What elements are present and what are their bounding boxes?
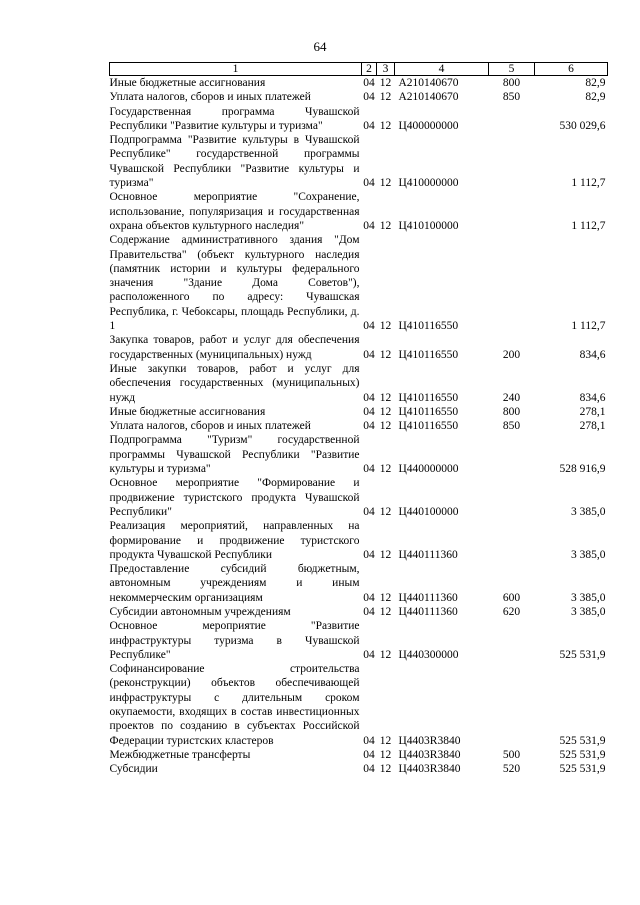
table-row <box>110 233 608 333</box>
row-amount: 525 531,9 <box>559 734 606 747</box>
table-row <box>110 519 608 562</box>
table-row <box>110 476 608 519</box>
row-target-article: Ц410116550 <box>398 348 459 361</box>
row-amount: 834,6 <box>579 391 606 404</box>
row-subsection: 12 <box>379 405 392 418</box>
row-expense-type: 850 <box>502 91 521 104</box>
col-header-amount: 6 <box>535 63 608 76</box>
row-name: Иные закупки товаров, работ и услуг для обеспечения государственных (муниципальных) нужд <box>109 362 360 404</box>
table-row <box>110 133 608 190</box>
table-row <box>110 76 608 91</box>
row-amount: 278,1 <box>579 420 606 433</box>
row-section: 04 <box>363 505 375 518</box>
row-name: Уплата налогов, сборов и иных платежей <box>109 91 311 104</box>
row-subsection: 12 <box>379 734 392 747</box>
row-target-article: Ц410116550 <box>398 420 459 433</box>
row-amount: 278,1 <box>579 405 606 418</box>
row-amount: 525 531,9 <box>559 648 606 661</box>
table-row <box>110 190 608 233</box>
row-name: Подпрограмма "Туризм" государственной программы Чувашской Республики "Развитие культуры и туризма" <box>109 434 360 476</box>
row-subsection: 12 <box>379 119 392 132</box>
row-amount: 530 029,6 <box>559 119 606 132</box>
row-section: 04 <box>363 391 375 404</box>
table-row <box>110 605 608 619</box>
row-subsection: 12 <box>379 348 392 361</box>
row-amount: 3 385,0 <box>571 505 606 518</box>
row-target-article: Ц400000000 <box>398 119 459 132</box>
row-section: 04 <box>363 119 375 132</box>
row-section: 04 <box>363 91 375 104</box>
row-section: 04 <box>363 763 375 776</box>
row-name: Основное мероприятие "Развитие инфраструктуры туризма в Чувашской Республике" <box>109 620 360 661</box>
row-target-article: Ц440100000 <box>398 505 459 518</box>
row-name: Уплата налогов, сборов и иных платежей <box>109 420 311 433</box>
row-expense-type <box>489 476 535 519</box>
row-name: Межбюджетные трансферты <box>109 748 251 761</box>
row-section: 04 <box>363 648 375 661</box>
col-header-name: 1 <box>110 63 362 76</box>
row-target-article: Ц410116550 <box>398 391 459 404</box>
row-expense-type <box>489 105 535 134</box>
row-target-article: Ц440300000 <box>398 648 459 661</box>
table-row <box>110 562 608 605</box>
row-subsection: 12 <box>379 463 392 476</box>
row-amount: 525 531,9 <box>559 763 606 776</box>
row-target-article: Ц410000000 <box>398 177 459 190</box>
row-subsection: 12 <box>379 320 392 333</box>
row-subsection: 12 <box>379 748 392 761</box>
row-expense-type <box>489 233 535 333</box>
row-section: 04 <box>363 177 375 190</box>
row-expense-type: 800 <box>502 405 521 418</box>
row-target-article: Ц410116550 <box>398 320 459 333</box>
row-subsection: 12 <box>379 77 392 89</box>
table-row <box>110 748 608 762</box>
row-name: Содержание административного здания "Дом Правительства" (объект культурного наследия (памятник истории и культуры федерального значения "Здание Дома Советов"), расположенного по адресу: Чувашская Республика, г. Чебоксары, площадь Республики, д. 1 <box>109 234 360 333</box>
row-name: Основное мероприятие "Формирование и продвижение туристского продукта Чувашской Республики" <box>109 477 360 518</box>
row-target-article: Ц440111360 <box>398 605 458 618</box>
col-header-expense-type: 5 <box>489 63 535 76</box>
budget-table <box>109 62 608 777</box>
row-amount: 1 112,7 <box>571 320 606 333</box>
row-subsection: 12 <box>379 648 392 661</box>
row-subsection: 12 <box>379 420 392 433</box>
row-amount: 525 531,9 <box>559 748 606 761</box>
table-row <box>110 619 608 662</box>
row-expense-type <box>489 519 535 562</box>
row-amount: 3 385,0 <box>571 605 606 618</box>
row-subsection: 12 <box>379 591 392 604</box>
row-subsection: 12 <box>379 763 392 776</box>
row-subsection: 12 <box>379 219 392 232</box>
row-name: Субсидии <box>109 763 158 776</box>
row-amount: 834,6 <box>579 348 606 361</box>
row-expense-type: 600 <box>502 591 521 604</box>
table-row <box>110 90 608 104</box>
row-subsection: 12 <box>379 391 392 404</box>
row-name: Предоставление субсидий бюджетным, автономным учреждениям и иным некоммерческим организациям <box>109 563 360 604</box>
row-section: 04 <box>363 77 375 89</box>
row-amount: 528 916,9 <box>559 463 606 476</box>
row-amount: 1 112,7 <box>571 219 606 232</box>
row-amount: 82,9 <box>585 77 606 89</box>
row-amount: 3 385,0 <box>571 591 606 604</box>
row-subsection: 12 <box>379 177 392 190</box>
row-amount: 3 385,0 <box>571 548 606 561</box>
row-expense-type <box>489 619 535 662</box>
row-section: 04 <box>363 348 375 361</box>
row-expense-type <box>489 662 535 748</box>
row-target-article: А210140670 <box>398 91 459 104</box>
col-header-target-article: 4 <box>395 63 489 76</box>
row-target-article: Ц440111360 <box>398 591 458 604</box>
row-section: 04 <box>363 734 375 747</box>
table-row <box>110 405 608 419</box>
row-section: 04 <box>363 463 375 476</box>
row-name: Государственная программа Чувашской Республики "Развитие культуры и туризма" <box>109 105 360 132</box>
row-expense-type: 520 <box>502 763 521 776</box>
row-target-article: Ц410116550 <box>398 405 459 418</box>
row-target-article: Ц440111360 <box>398 548 458 561</box>
row-expense-type <box>489 433 535 476</box>
row-expense-type <box>489 190 535 233</box>
row-subsection: 12 <box>379 548 392 561</box>
row-subsection: 12 <box>379 505 392 518</box>
row-target-article: Ц4403R3840 <box>398 734 461 747</box>
col-header-section: 2 <box>362 63 377 76</box>
row-section: 04 <box>363 405 375 418</box>
col-header-subsection: 3 <box>377 63 395 76</box>
row-name: Софинансирование строительства (реконструкции) объектов обеспечивающей инфраструктуры с длительным сроком окупаемости, входящих в состав инвестиционных проектов по созданию в субъектах Российской Федерации туристских кластеров <box>109 663 360 747</box>
row-expense-type: 200 <box>502 348 521 361</box>
row-expense-type: 240 <box>502 391 521 404</box>
row-section: 04 <box>363 748 375 761</box>
row-amount: 82,9 <box>585 91 606 104</box>
row-section: 04 <box>363 320 375 333</box>
row-section: 04 <box>363 605 375 618</box>
row-name: Реализация мероприятий, направленных на формирование и продвижение туристского продукта Чувашской Республики <box>109 520 360 561</box>
row-name: Подпрограмма "Развитие культуры в Чувашской Республике" государственной программы Чувашской Республики "Развитие культуры и туризма" <box>109 134 360 190</box>
table-row <box>110 333 608 362</box>
row-target-article: Ц410100000 <box>398 219 459 232</box>
row-name: Субсидии автономным учреждениям <box>109 605 291 618</box>
row-expense-type: 850 <box>502 420 521 433</box>
row-target-article: А210140670 <box>398 77 459 89</box>
row-subsection: 12 <box>379 91 392 104</box>
row-name: Основное мероприятие "Сохранение, использование, популяризация и государственная охрана объектов культурного наследия" <box>109 191 360 232</box>
table-row <box>110 419 608 433</box>
row-name: Иные бюджетные ассигнования <box>109 405 266 418</box>
row-target-article: Ц4403R3840 <box>398 748 461 761</box>
row-amount: 1 112,7 <box>571 177 606 190</box>
row-expense-type: 500 <box>502 748 521 761</box>
row-section: 04 <box>363 219 375 232</box>
table-row <box>110 433 608 476</box>
row-name: Закупка товаров, работ и услуг для обеспечения государственных (муниципальных) нужд <box>109 334 360 361</box>
row-target-article: Ц4403R3840 <box>398 763 461 776</box>
row-name: Иные бюджетные ассигнования <box>109 77 266 89</box>
row-expense-type <box>489 133 535 190</box>
row-expense-type: 620 <box>502 605 521 618</box>
row-section: 04 <box>363 420 375 433</box>
table-row <box>110 662 608 748</box>
row-section: 04 <box>363 548 375 561</box>
row-expense-type: 800 <box>502 77 521 89</box>
page-number: 64 <box>313 39 327 54</box>
table-row <box>110 362 608 405</box>
table-row <box>110 762 608 776</box>
row-target-article: Ц440000000 <box>398 463 459 476</box>
row-section: 04 <box>363 591 375 604</box>
table-row <box>110 105 608 134</box>
table-header-row <box>110 63 608 76</box>
row-subsection: 12 <box>379 605 392 618</box>
